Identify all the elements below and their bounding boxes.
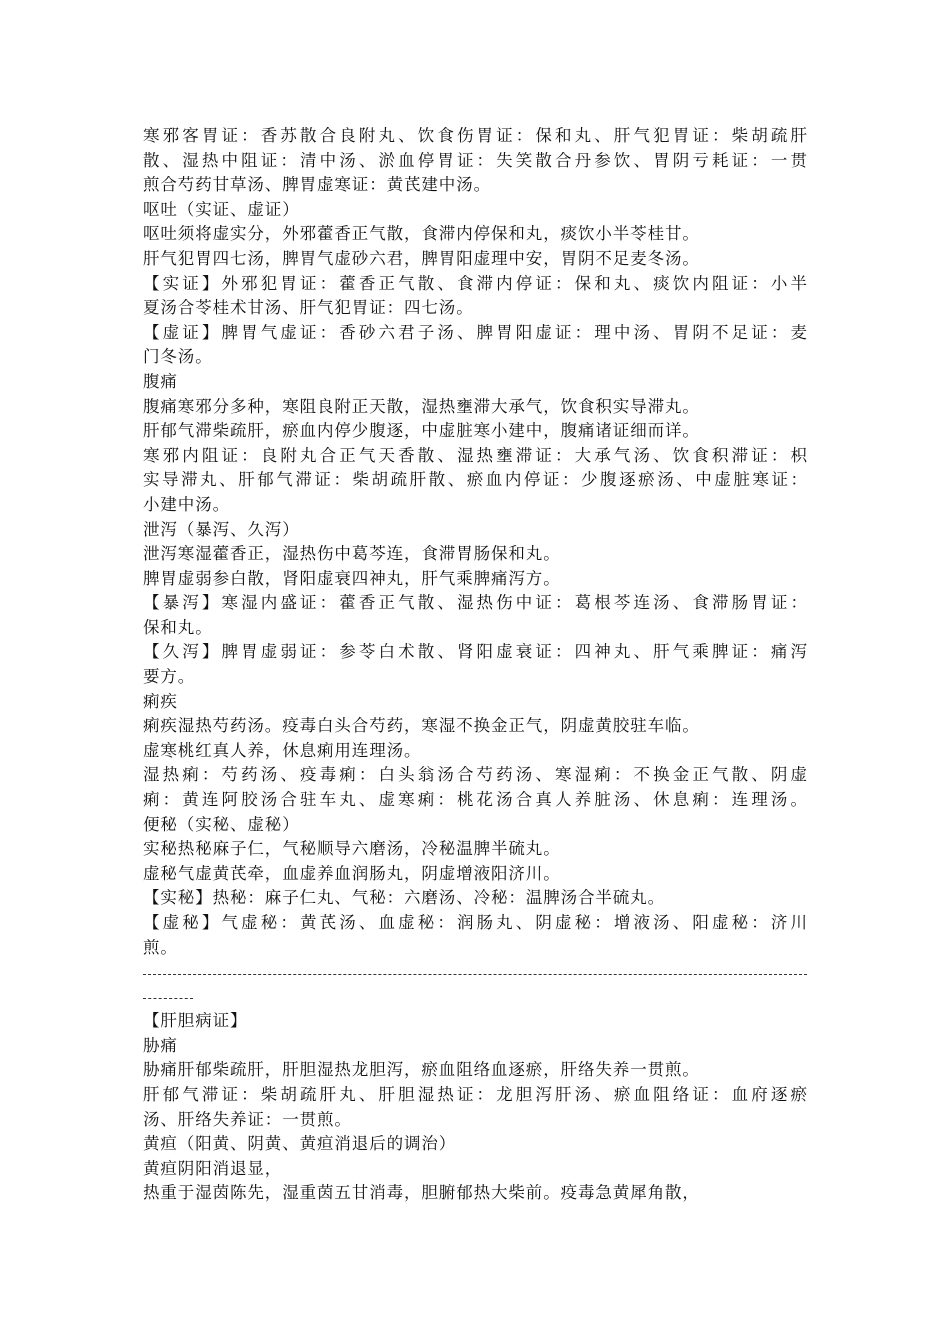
text-line: 湿热痢：芍药汤、疫毒痢：白头翁汤合芍药汤、寒湿痢：不换金正气散、阴虚 [143,765,807,785]
text-line: 【虚秘】气虚秘：黄芪汤、血虚秘：润肠丸、阴虚秘：增液汤、阳虚秘：济川 [143,913,807,932]
text-line: 寒邪客胃证：香苏散合良附丸、饮食伤胃证：保和丸、肝气犯胃证：柴胡疏肝 [143,126,807,145]
text-line: 热重于湿茵陈先，湿重茵五甘消毒，胆腑郁热大柴前。疫毒急黄犀角散， [143,1183,700,1203]
dashed-rule-tail [143,998,193,999]
text-line: 肝郁气滞柴疏肝，瘀血内停少腹逐，中虚脏寒小建中，腹痛诸证细而详。 [143,421,700,441]
text-line: 腹痛 [143,371,178,391]
text-line: 【实证】外邪犯胃证：藿香正气散、食滞内停证：保和丸、痰饮内阻证：小半 [143,273,807,293]
text-line: 胁痛肝郁柴疏肝，肝胆湿热龙胆泻，瘀血阻络血逐瘀，肝络失养一贯煎。 [143,1060,700,1080]
text-line: 痢疾湿热芍药汤。疫毒白头合芍药，寒湿不换金正气，阴虚黄胶驻车临。 [143,716,700,736]
text-line: 黄疸阴阳消退显， [143,1158,283,1178]
text-line: 【肝胆病证】 [143,1011,248,1031]
text-line: 【实秘】热秘：麻子仁丸、气秘：六磨汤、冷秘：温脾汤合半硫丸。 [143,888,665,908]
text-line: 肝气犯胃四七汤，脾胃气虚砂六君，脾胃阳虚理中安，胃阴不足麦冬汤。 [143,248,700,268]
text-line: 呕吐（实证、虚证） [143,199,300,219]
dashed-rule [143,974,807,975]
text-line: 虚秘气虚黄芪牵，血虚养血润肠丸，阴虚增液阳济川。 [143,863,561,883]
text-block-spleen-stomach [143,124,807,960]
text-line: 泄泻寒湿藿香正，湿热伤中葛芩连，食滞胃肠保和丸。 [143,544,561,564]
text-line: 痢疾 [143,691,178,711]
text-line: 实导滞丸、肝郁气滞证：柴胡疏肝散、瘀血内停证：少腹逐瘀汤、中虚脏寒证： [143,470,807,490]
text-line: 夏汤合苓桂术甘汤、肝气犯胃证：四七汤。 [143,298,474,318]
text-block-liver-gallbladder [143,1009,807,1206]
text-line: 痢：黄连阿胶汤合驻车丸、虚寒痢：桃花汤合真人养脏汤、休息痢：连理汤。 [143,790,807,810]
text-line: 【虚证】脾胃气虚证：香砂六君子汤、脾胃阳虚证：理中汤、胃阴不足证：麦 [143,322,807,342]
text-line: 小建中汤。 [143,494,230,514]
text-line: 肝郁气滞证：柴胡疏肝丸、肝胆湿热证：龙胆泻肝汤、瘀血阻络证：血府逐瘀 [143,1084,807,1104]
text-line: 腹痛寒邪分多种，寒阻良附正天散，湿热壅滞大承气，饮食积实导滞丸。 [143,396,700,416]
text-line: 实秘热秘麻子仁，气秘顺导六磨汤，冷秘温脾半硫丸。 [143,839,561,859]
section-separator [143,960,807,1009]
text-line: 散、湿热中阻证：清中汤、淤血停胃证：失笑散合丹参饮、胃阴亏耗证：一贯 [143,150,807,170]
text-line: 虚寒桃红真人养，休息痢用连理汤。 [143,740,422,760]
text-line: 寒邪内阻证：良附丸合正气天香散、湿热壅滞证：大承气汤、饮食积滞证：枳 [143,445,807,465]
text-line: 【久泻】脾胃虚弱证：参苓白术散、肾阳虚衰证：四神丸、肝气乘脾证：痛泻 [143,642,807,662]
document-page [143,124,807,1206]
text-line: 黄疸（阳黄、阴黄、黄疸消退后的调治） [143,1134,457,1154]
text-line: 汤、肝络失养证：一贯煎。 [143,1109,352,1129]
text-line: 煎。 [143,937,178,957]
text-line: 要方。 [143,667,196,687]
text-line: 泄泻（暴泻、久泻） [143,519,300,539]
text-line: 便秘（实秘、虚秘） [143,814,300,834]
text-line: 【暴泻】寒湿内盛证：藿香正气散、湿热伤中证：葛根芩连汤、食滞肠胃证： [143,593,807,613]
text-line: 门冬汤。 [143,347,213,367]
text-line: 脾胃虚弱参白散，肾阳虚衰四神丸，肝气乘脾痛泻方。 [143,568,561,588]
text-line: 胁痛 [143,1035,178,1055]
text-line: 呕吐须将虚实分，外邪藿香正气散，食滞内停保和丸，痰饮小半苓桂甘。 [143,224,700,244]
text-line: 煎合芍药甘草汤、脾胃虚寒证：黄芪建中汤。 [143,175,491,195]
text-line: 保和丸。 [143,617,213,637]
